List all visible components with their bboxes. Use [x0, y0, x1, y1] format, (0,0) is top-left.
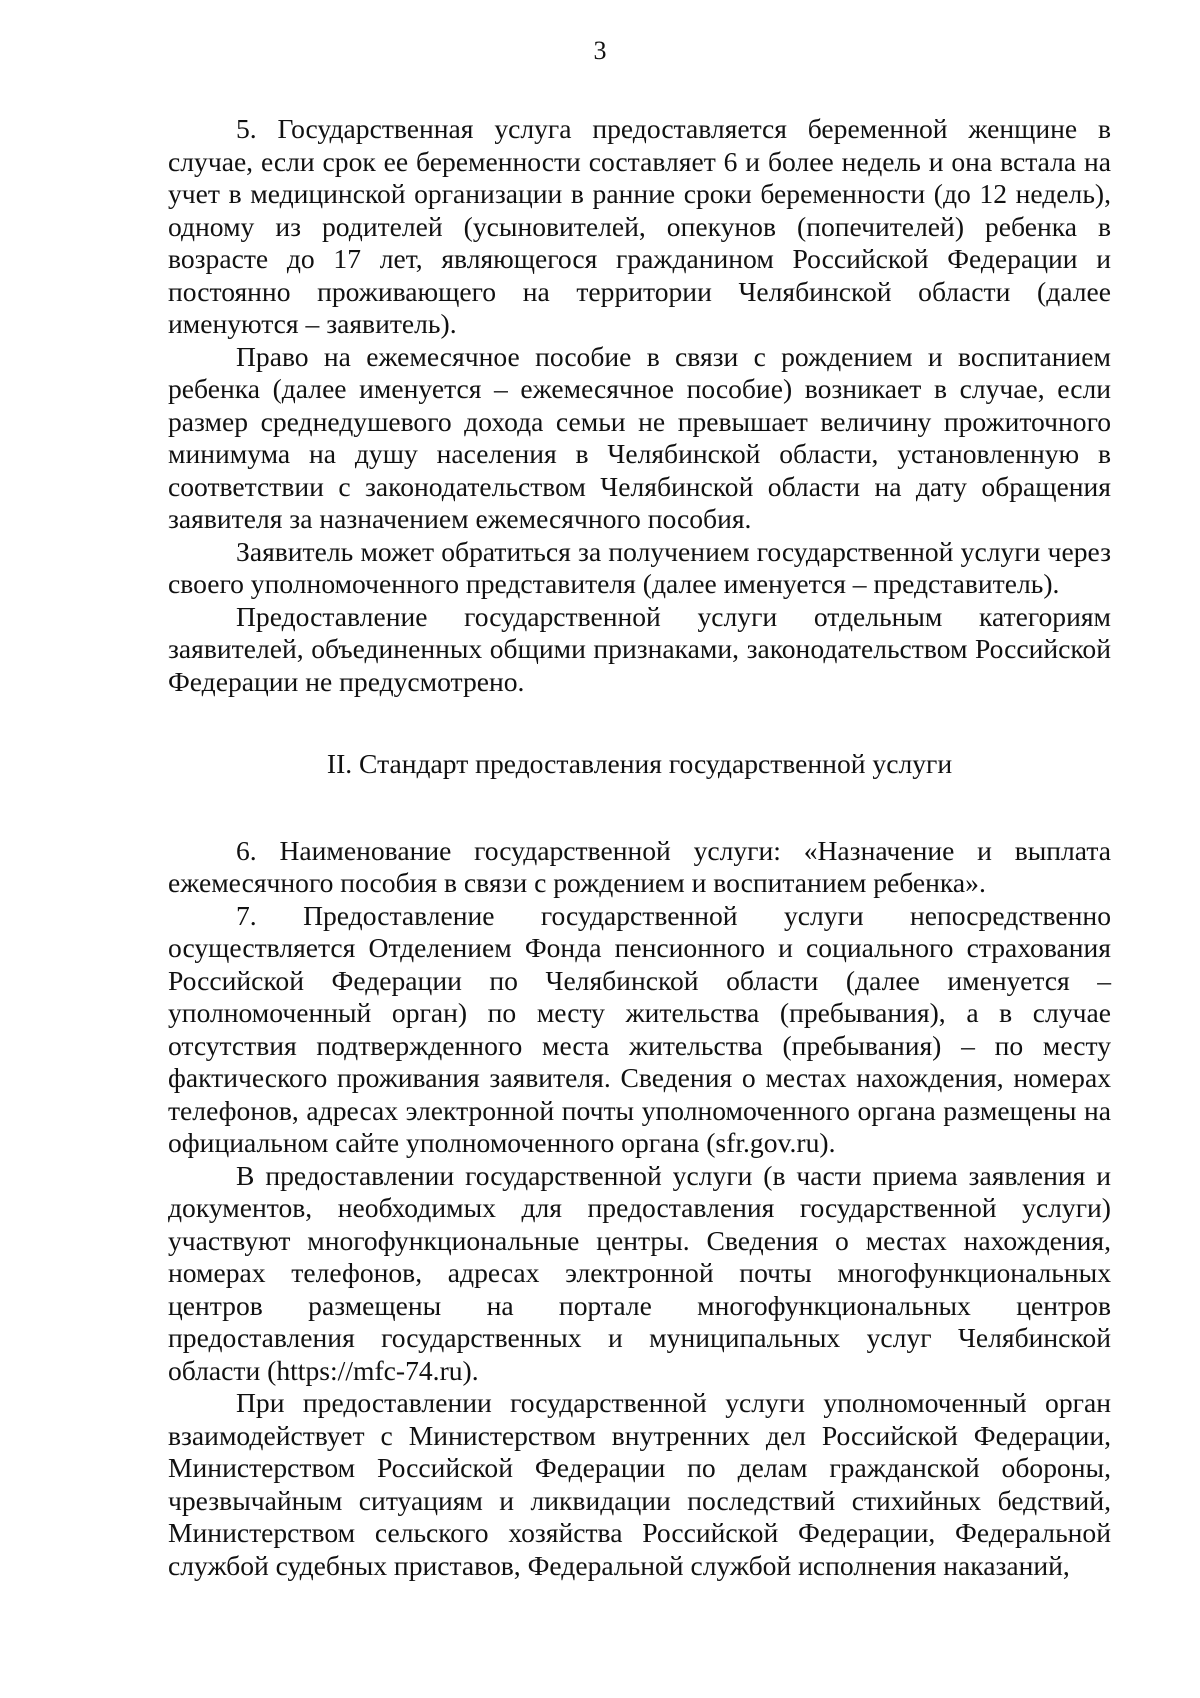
paragraph-interaction: При предоставлении государственной услуги уполномоченный орган взаимодействует с Министерством внутренних дел Российской Федерации, Министерством Российской Федерации по делам гражданской обороны, чрезвычайным ситуациям и ликвидации последствий стихийных бедствий, Министерством сельского хозяйства Российской Федерации, Федеральной службой судебных приставов, Федеральной службой исполнения наказаний,: [168, 1387, 1111, 1581]
document-body: [168, 113, 1111, 1582]
section-heading: II. Стандарт предоставления государственной услуги: [326, 748, 953, 779]
paragraph-mfc: В предоставлении государственной услуги (в части приема заявления и документов, необходимых для предоставления государственной услуги) участвуют многофункциональные центры. Сведения о местах нахождения, номерах телефонов, адресах электронной почты многофункциональных центров размещены на портале многофункциональных центров предоставления государственных и муниципальных услуг Челябинской области (https://mfc-74.ru).: [168, 1159, 1111, 1386]
paragraph-item-6: 6. Наименование государственной услуги: «Назначение и выплата ежемесячного пособия в связи с рождением и воспитанием ребенка».: [168, 834, 1111, 898]
paragraph-monthly-allowance-right: Право на ежемесячное пособие в связи с рождением и воспитанием ребенка (далее именуется – ежемесячное пособие) возникает в случае, если размер среднедушевого дохода семьи не превышает величину прожиточного минимума на душу населения в Челябинской области, установленную в соответствии с законодательством Челябинской области на дату обращения заявителя за назначением ежемесячного пособия.: [168, 340, 1111, 534]
paragraph-categories: Предоставление государственной услуги отдельным категориям заявителей, объединенных общими признаками, законодательством Российской Федерации не предусмотрено.: [168, 600, 1111, 697]
paragraph-item-7: 7. Предоставление государственной услуги непосредственно осуществляется Отделением Фонда пенсионного и социального страхования Российской Федерации по Челябинской области (далее именуется – уполномоченный орган) по месту жительства (пребывания), а в случае отсутствия подтвержденного места жительства (пребывания) – по месту фактического проживания заявителя. Сведения о местах нахождения, номерах телефонов, адресах электронной почты уполномоченного органа размещены на официальном сайте уполномоченного органа (sfr.gov.ru).: [168, 899, 1111, 1158]
page-number: 3: [593, 36, 607, 65]
paragraph-item-5: 5. Государственная услуга предоставляется беременной женщине в случае, если срок ее беременности составляет 6 и более недель и она встала на учет в медицинской организации в ранние сроки беременности (до 12 недель), одному из родителей (усыновителей, опекунов (попечителей) ребенка в возрасте до 17 лет, являющегося гражданином Российской Федерации и постоянно проживающего на территории Челябинской области (далее именуются – заявитель).: [168, 113, 1111, 339]
paragraph-representative: Заявитель может обратиться за получением государственной услуги через своего уполномоченного представителя (далее именуется – представитель).: [168, 535, 1111, 599]
